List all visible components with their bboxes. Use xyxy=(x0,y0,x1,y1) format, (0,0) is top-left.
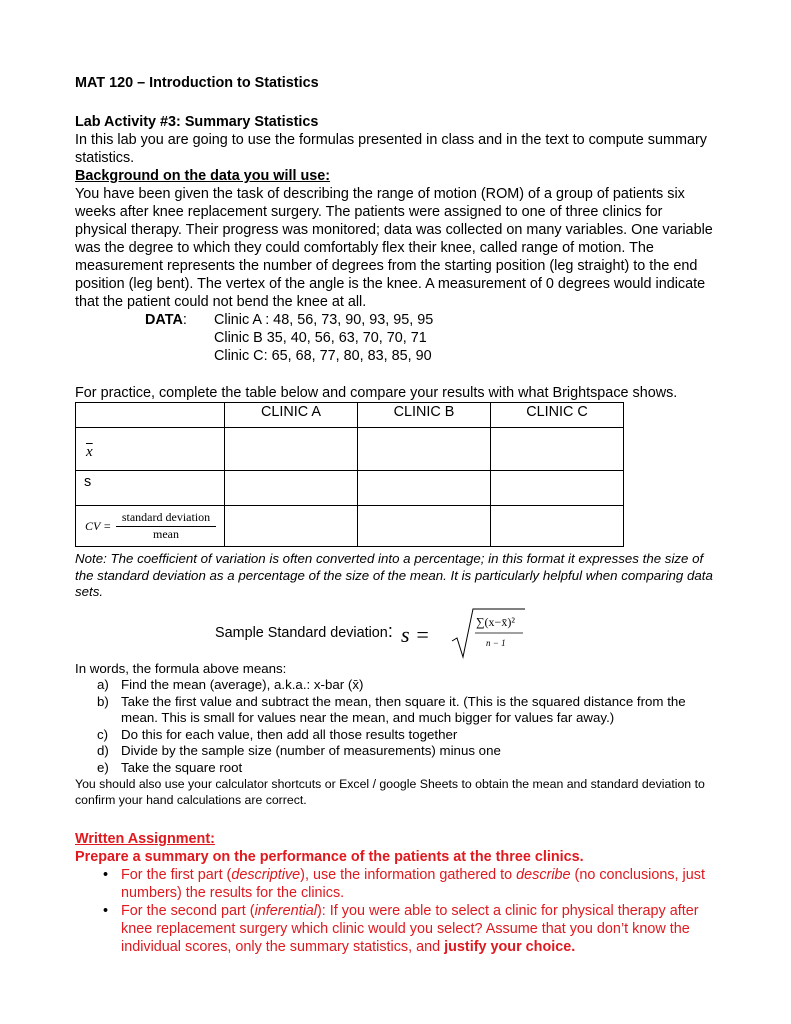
background-text: You have been given the task of describing the range of motion (ROM) of a group of patients six weeks after knee replacement surgery. The patients were assigned to one of three clinics for physical therapy. Their progress was monitored; data was collected on many variables. One variable was the degree to which they could comfortably flex their knee, called range of motion. The measurement represents the number of degrees from the starting position (leg straight) to the end position (leg bent). The vertex of the angle is the knee. A measurement of 0 degrees would indicate that the patient could not bend the knee at all. xyxy=(75,186,713,310)
practice-text: For practice, complete the table below and compare your results with what Brightspace shows. xyxy=(75,385,678,401)
data-label: DATA: xyxy=(145,312,187,328)
cell-sd-c[interactable] xyxy=(491,471,624,506)
assignment-list xyxy=(75,866,725,956)
assignment-subheading: Prepare a summary on the performance of the patients at the three clinics. xyxy=(75,849,584,865)
clinic-b-data: Clinic B 35, 40, 56, 63, 70, 70, 71 xyxy=(214,330,427,346)
cell-mean-a[interactable] xyxy=(225,428,358,471)
header-clinic-b: CLINIC B xyxy=(358,403,491,428)
svg-text:s =: s = xyxy=(401,621,430,647)
row-label-s: s xyxy=(76,471,225,506)
steps-list xyxy=(75,677,725,776)
cv-denominator: mean xyxy=(153,527,179,541)
assignment-heading: Written Assignment: xyxy=(75,831,215,847)
table-header-row xyxy=(76,403,624,428)
svg-text:n − 1: n − 1 xyxy=(486,637,506,648)
header-clinic-a: CLINIC A xyxy=(225,403,358,428)
list-item: b) Take the first value and subtract the mean, then square it. (This is the squared distance from the mean. This is small for values near the mean, and much bigger for values far away.) xyxy=(97,693,686,725)
list-item: • For the first part (descriptive), use the information gathered to describe (no conclusions, just numbers) the results for the clinics. xyxy=(103,867,705,901)
course-title: MAT 120 – Introduction to Statistics xyxy=(75,75,319,91)
table-corner-cell xyxy=(76,403,225,428)
cell-mean-b[interactable] xyxy=(358,428,491,471)
header-clinic-c: CLINIC C xyxy=(491,403,624,428)
document-page xyxy=(75,74,725,956)
cell-sd-b[interactable] xyxy=(358,471,491,506)
cv-note: Note: The coefficient of variation is often converted into a percentage; in this format it expresses the size of the standard deviation as a percentage of the size of the mean. It is particularly helpful when comparing data sets. xyxy=(75,551,713,599)
row-label-xbar: $\overline{x}$ xyxy=(76,428,225,471)
list-item: a) Find the mean (average), a.k.a.: x-bar (x̄) xyxy=(97,677,364,692)
svg-text:∑(x−x̄)²: ∑(x−x̄)² xyxy=(476,614,515,629)
data-block xyxy=(75,311,725,365)
list-item: e) Take the square root xyxy=(97,759,243,775)
table-row-mean xyxy=(76,428,624,471)
sd-formula xyxy=(75,605,725,659)
table-row-cv xyxy=(76,506,624,547)
clinic-a-data: Clinic A : 48, 56, 73, 90, 93, 95, 95 xyxy=(214,312,434,328)
cv-numerator: standard deviation xyxy=(116,510,216,527)
table-row-sd xyxy=(76,471,624,506)
sd-formula-graphic xyxy=(401,605,601,659)
summary-table xyxy=(75,402,624,547)
clinic-c-data: Clinic C: 65, 68, 77, 80, 83, 85, 90 xyxy=(214,348,432,364)
cell-mean-c[interactable] xyxy=(491,428,624,471)
list-item: d) Divide by the sample size (number of measurements) minus one xyxy=(97,743,501,758)
background-heading: Background on the data you will use: xyxy=(75,168,331,184)
row-label-cv: CV = standard deviation mean xyxy=(76,506,225,547)
list-item: c) Do this for each value, then add all those results together xyxy=(97,726,458,742)
list-item: • For the second part (inferential): If you were able to select a clinic for physical therapy after knee replacement surgery which clinic would you select? Assume that you don’t know the individual scores, only the summary statistics, and justify your choice. xyxy=(103,903,699,955)
cell-cv-c[interactable] xyxy=(491,506,624,547)
cell-cv-b[interactable] xyxy=(358,506,491,547)
cell-cv-a[interactable] xyxy=(225,506,358,547)
formula-label: Sample Standard deviation: xyxy=(215,620,393,641)
words-intro: In words, the formula above means: xyxy=(75,660,287,676)
calculator-note: You should also use your calculator shortcuts or Excel / google Sheets to obtain the mean and standard deviation to confirm your hand calculations are correct. xyxy=(75,777,705,807)
lab-title: Lab Activity #3: Summary Statistics xyxy=(75,114,319,130)
cell-sd-a[interactable] xyxy=(225,471,358,506)
intro-text: In this lab you are going to use the formulas presented in class and in the text to compute summary statistics. xyxy=(75,132,707,166)
